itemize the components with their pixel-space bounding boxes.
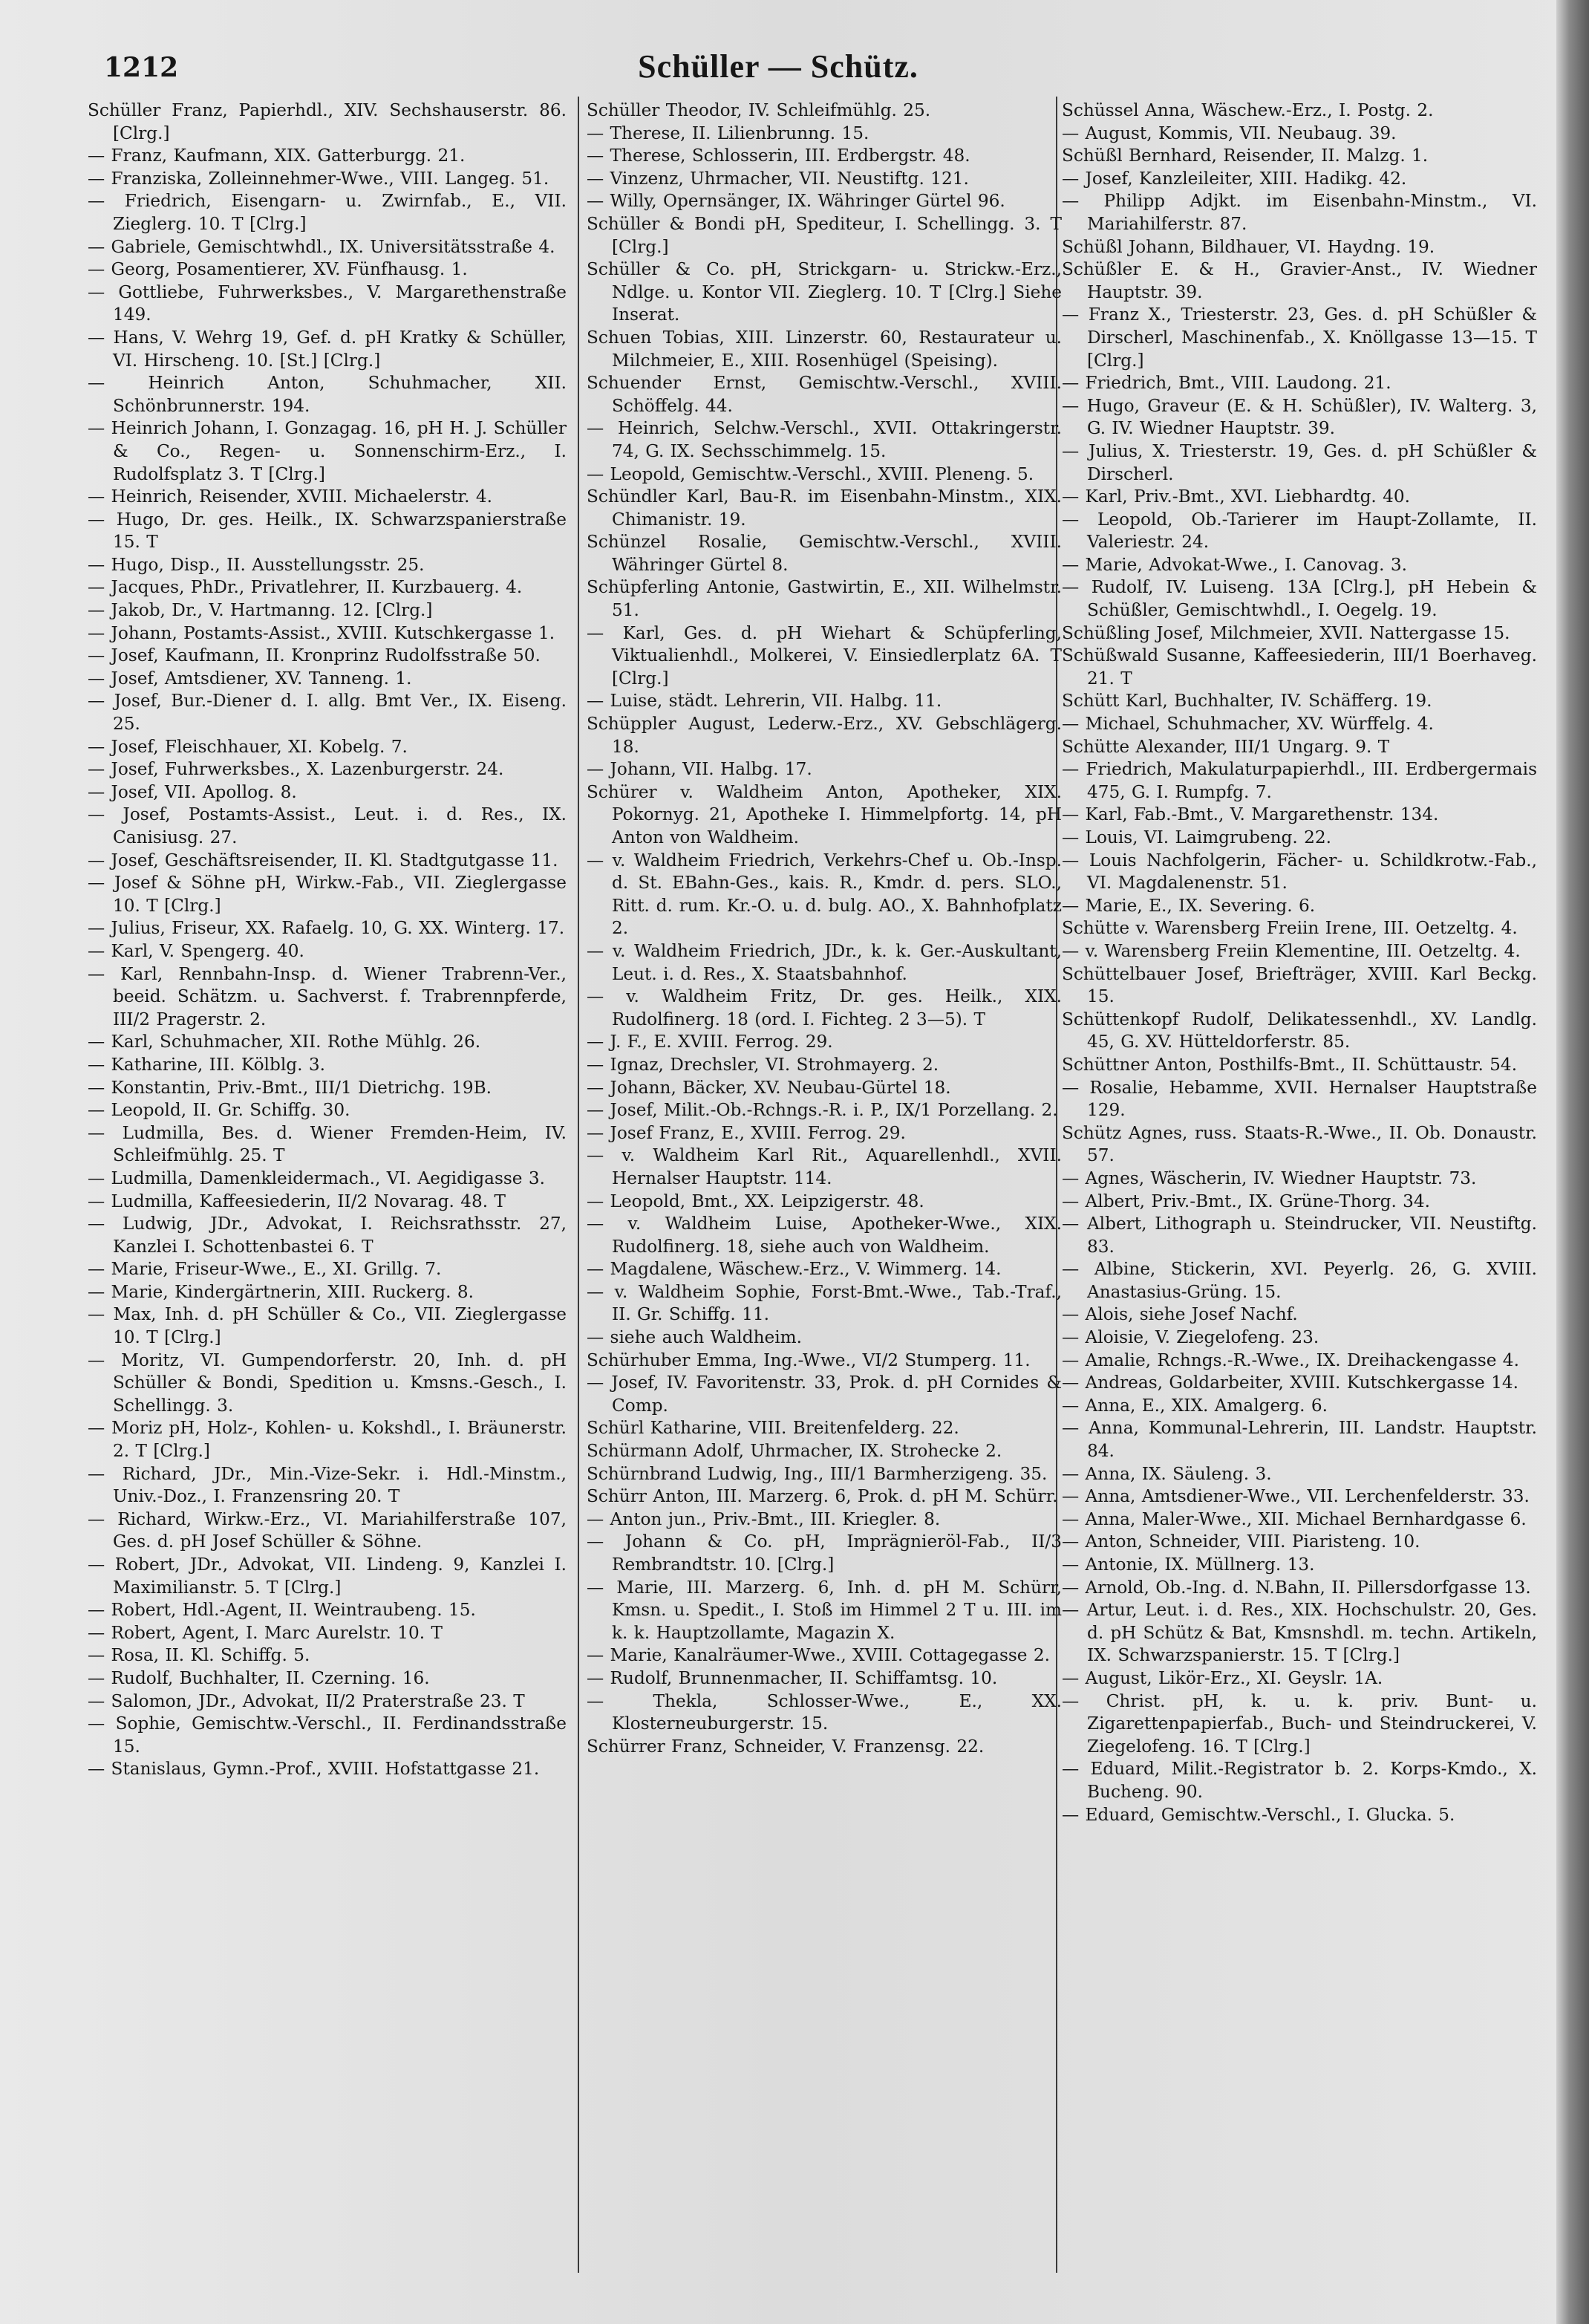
directory-entry: — Rudolf, Brunnenmacher, II. Schiffamtsg. 10. bbox=[587, 1667, 998, 1688]
directory-entry: — Friedrich, Makulaturpapierhdl., III. Erdbergermais 475, G. I. Rumpfg. 7. bbox=[1062, 759, 1537, 802]
directory-entry: — v. Warensberg Freiin Klementine, III. Oetzeltg. 4. bbox=[1062, 940, 1521, 961]
directory-entry: — Johann, VII. Halbg. 17. bbox=[587, 759, 812, 780]
directory-entry: — Therese, Schlosserin, III. Erdbergstr. 48. bbox=[587, 146, 970, 166]
directory-entry: — v. Waldheim Karl Rit., Aquarellenhdl., XVII. Hernalser Hauptstr. 114. bbox=[587, 1145, 1062, 1188]
directory-entry: — Jacques, PhDr., Privatlehrer, II. Kurzbauerg. 4. bbox=[88, 577, 523, 598]
directory-entry: — Julius, X. Triesterstr. 19, Ges. d. pH Schüßler & Dirscherl. bbox=[1062, 440, 1537, 484]
directory-entry: — Georg, Posamentierer, XV. Fünfhausg. 1. bbox=[88, 259, 468, 280]
directory-entry: — v. Waldheim Friedrich, Verkehrs-Chef u. Ob.-Insp. d. St. EBahn-Ges., kais. R., Kmdr. d. pers. SLO., Ritt. d. rum. Kr.-O. u. d. bulg. AO., X. Bahnhofplatz 2. bbox=[587, 850, 1062, 939]
directory-entry: — Leopold, Gemischtw.-Verschl., XVIII. Pleneng. 5. bbox=[587, 463, 1034, 484]
directory-entry: — Gabriele, Gemischtwhdl., IX. Universitätsstraße 4. bbox=[88, 236, 555, 257]
directory-entry: — Rosa, II. Kl. Schiffg. 5. bbox=[88, 1645, 310, 1666]
directory-entry: — Eduard, Gemischtw.-Verschl., I. Glucka. 5. bbox=[1062, 1804, 1455, 1825]
directory-entry: — Josef, Fleischhauer, XI. Kobelg. 7. bbox=[88, 736, 408, 757]
directory-entry: — Eduard, Milit.-Registrator b. 2. Korps-Kmdo., X. Bucheng. 90. bbox=[1062, 1759, 1537, 1802]
directory-entry: — Josef Franz, E., XVIII. Ferrog. 29. bbox=[587, 1122, 906, 1143]
directory-entry: — Albert, Priv.-Bmt., IX. Grüne-Thorg. 34. bbox=[1062, 1191, 1431, 1211]
directory-entry: Schürr Anton, III. Marzerg. 6, Prok. d. pH M. Schürr. bbox=[587, 1486, 1058, 1507]
directory-entry: Schüller Franz, Papierhdl., XIV. Sechshauserstr. 86. [Clrg.] bbox=[88, 100, 567, 143]
directory-entry: — Albine, Stickerin, XVI. Peyerlg. 26, G. XVIII. Anastasius-Grüng. 15. bbox=[1062, 1259, 1537, 1302]
directory-entry: — Willy, Opernsänger, IX. Währinger Gürtel 96. bbox=[587, 191, 1005, 212]
directory-entry: — Karl, Fab.-Bmt., V. Margarethenstr. 134. bbox=[1062, 804, 1439, 825]
directory-entry: — Moriz pH, Holz-, Kohlen- u. Kokshdl., I. Bräunerstr. 2. T [Clrg.] bbox=[88, 1418, 567, 1462]
directory-entry: — Luise, städt. Lehrerin, VII. Halbg. 11. bbox=[587, 691, 942, 712]
directory-entry: — Heinrich Anton, Schuhmacher, XII. Schönbrunnerstr. 194. bbox=[88, 373, 567, 416]
directory-entry: Schüßler E. & H., Gravier-Anst., IV. Wiedner Hauptstr. 39. bbox=[1062, 259, 1537, 302]
directory-entry: Schünzel Rosalie, Gemischtw.-Verschl., XVIII. Währinger Gürtel 8. bbox=[587, 532, 1062, 575]
directory-entry: — Josef, Kanzleileiter, XIII. Hadikg. 42. bbox=[1062, 168, 1407, 189]
directory-entry: — August, Kommis, VII. Neubaug. 39. bbox=[1062, 123, 1397, 143]
directory-entry: — Philipp Adjkt. im Eisenbahn-Minstm., VI. Mariahilferstr. 87. bbox=[1062, 191, 1537, 234]
directory-entry: — Josef & Söhne pH, Wirkw.-Fab., VII. Zieglergasse 10. T [Clrg.] bbox=[88, 873, 567, 916]
running-head: Schüller — Schütz. bbox=[638, 48, 919, 85]
directory-entry: — Franz X., Triesterstr. 23, Ges. d. pH Schüßler & Dirscherl, Maschinenfab., X. Knöllgasse 13—15. T [Clrg.] bbox=[1062, 305, 1537, 371]
directory-entry: — Josef, IV. Favoritenstr. 33, Prok. d. pH Cornides & Comp. bbox=[587, 1373, 1062, 1416]
directory-entry: — Ludmilla, Damenkleidermach., VI. Aegidigasse 3. bbox=[88, 1168, 546, 1188]
directory-entry: — Leopold, Bmt., XX. Leipzigerstr. 48. bbox=[587, 1191, 924, 1211]
directory-entry: — Stanislaus, Gymn.-Prof., XVIII. Hofstattgasse 21. bbox=[88, 1759, 540, 1780]
directory-entry: — Artur, Leut. i. d. Res., XIX. Hochschulstr. 20, Ges. d. pH Schütz & Bat, Kmsnshdl. m. techn. Artikeln, IX. Schwarzspanierstr. 15. T [Clrg.] bbox=[1062, 1600, 1537, 1666]
directory-entry: — Christ. pH, k. u. k. priv. Bunt- u. Zigarettenpapierfab., Buch- und Steindruckerei, V. Ziegelofeng. 16. T [Clrg.] bbox=[1062, 1690, 1537, 1757]
directory-entry: — Anna, Maler-Wwe., XII. Michael Bernhardgasse 6. bbox=[1062, 1508, 1527, 1529]
directory-entry: — Gottliebe, Fuhrwerksbes., V. Margarethenstraße 149. bbox=[88, 281, 567, 325]
directory-entry: — Richard, Wirkw.-Erz., VI. Mariahilferstraße 107, Ges. d. pH Josef Schüller & Söhne. bbox=[88, 1508, 567, 1552]
directory-entry: — Ignaz, Drechsler, VI. Strohmayerg. 2. bbox=[587, 1054, 939, 1075]
directory-entry: Schüßwald Susanne, Kaffeesiederin, III/1 Boerhaveg. 21. T bbox=[1062, 645, 1537, 689]
page-number: 1212 bbox=[104, 52, 179, 83]
directory-entry: — Josef, Geschäftsreisender, II. Kl. Stadtgutgasse 11. bbox=[88, 850, 558, 870]
directory-entry: — Marie, Advokat-Wwe., I. Canovag. 3. bbox=[1062, 554, 1408, 575]
directory-entry: — J. F., E. XVIII. Ferrog. 29. bbox=[587, 1032, 833, 1052]
page-edge bbox=[1556, 0, 1589, 2324]
directory-entry: — Josef, Postamts-Assist., Leut. i. d. Res., IX. Canisiusg. 27. bbox=[88, 804, 567, 847]
directory-entry: — Karl, Ges. d. pH Wiehart & Schüpferling, Viktualienhdl., Molkerei, V. Einsiedlerplatz 6A. T [Clrg.] bbox=[587, 622, 1062, 689]
directory-entry: — Friedrich, Bmt., VIII. Laudong. 21. bbox=[1062, 373, 1391, 394]
directory-entry: — Konstantin, Priv.-Bmt., III/1 Dietrichg. 19B. bbox=[88, 1077, 492, 1098]
directory-entry: — Heinrich, Reisender, XVIII. Michaelerstr. 4. bbox=[88, 486, 492, 507]
directory-entry: — Anna, IX. Säuleng. 3. bbox=[1062, 1463, 1272, 1484]
directory-entry: — Anna, Kommunal-Lehrerin, III. Landstr. Hauptstr. 84. bbox=[1062, 1418, 1537, 1462]
directory-entry: — Agnes, Wäscherin, IV. Wiedner Hauptstr. 73. bbox=[1062, 1168, 1477, 1188]
directory-entry: — Leopold, II. Gr. Schiffg. 30. bbox=[88, 1100, 350, 1121]
directory-entry: — Hugo, Disp., II. Ausstellungsstr. 25. bbox=[88, 554, 425, 575]
directory-entry: — Magdalene, Wäschew.-Erz., V. Wimmerg. 14. bbox=[587, 1259, 1002, 1280]
directory-entry: — Josef, VII. Apollog. 8. bbox=[88, 781, 297, 802]
directory-entry: — Johann, Bäcker, XV. Neubau-Gürtel 18. bbox=[587, 1077, 951, 1098]
directory-entry: Schütte v. Warensberg Freiin Irene, III. Oetzeltg. 4. bbox=[1062, 918, 1518, 939]
directory-entry: — Marie, III. Marzerg. 6, Inh. d. pH M. Schürr, Kmsn. u. Spedit., I. Stoß im Himmel 2 T u. III. im k. k. Hauptzollamte, Magazin X. bbox=[587, 1577, 1062, 1643]
directory-entry: — siehe auch Waldheim. bbox=[587, 1327, 803, 1348]
column-3 bbox=[1062, 100, 1537, 1826]
column-rule bbox=[578, 97, 579, 2273]
column-1 bbox=[88, 100, 567, 1781]
directory-entry: — v. Waldheim Luise, Apotheker-Wwe., XIX. Rudolfinerg. 18, siehe auch von Waldheim. bbox=[587, 1214, 1062, 1257]
directory-entry: — Karl, Schuhmacher, XII. Rothe Mühlg. 26. bbox=[88, 1032, 481, 1052]
directory-entry: — Max, Inh. d. pH Schüller & Co., VII. Zieglergasse 10. T [Clrg.] bbox=[88, 1304, 567, 1348]
directory-entry: Schüßl Bernhard, Reisender, II. Malzg. 1. bbox=[1062, 146, 1429, 166]
directory-entry: — Salomon, JDr., Advokat, II/2 Praterstraße 23. T bbox=[88, 1690, 525, 1711]
directory-entry: — Amalie, Rchngs.-R.-Wwe., IX. Dreihackengasse 4. bbox=[1062, 1350, 1519, 1370]
directory-entry: — Louis Nachfolgerin, Fächer- u. Schildkrotw.-Fab., VI. Magdalenenstr. 51. bbox=[1062, 850, 1537, 894]
directory-entry: — Arnold, Ob.-Ing. d. N.Bahn, II. Pillersdorfgasse 13. bbox=[1062, 1577, 1531, 1598]
directory-entry: — Rudolf, Buchhalter, II. Czerning. 16. bbox=[88, 1667, 430, 1688]
directory-entry: — Josef, Fuhrwerksbes., X. Lazenburgerstr. 24. bbox=[88, 759, 504, 780]
directory-entry: — Ludwig, JDr., Advokat, I. Reichsrathsstr. 27, Kanzlei I. Schottenbastei 6. T bbox=[88, 1214, 567, 1257]
directory-entry: — Johann, Postamts-Assist., XVIII. Kutschkergasse 1. bbox=[88, 622, 555, 643]
directory-entry: Schütte Alexander, III/1 Ungarg. 9. T bbox=[1062, 736, 1390, 757]
directory-entry: — Josef, Amtsdiener, XV. Tanneng. 1. bbox=[88, 668, 412, 689]
directory-entry: — Albert, Lithograph u. Steindrucker, VII. Neustiftg. 83. bbox=[1062, 1214, 1537, 1257]
directory-entry: — v. Waldheim Friedrich, JDr., k. k. Ger.-Auskultant, Leut. i. d. Res., X. Staatsbahnhof. bbox=[587, 940, 1062, 984]
directory-entry: Schuender Ernst, Gemischtw.-Verschl., XVIII. Schöffelg. 44. bbox=[587, 373, 1062, 416]
directory-entry: — Hugo, Graveur (E. & H. Schüßler), IV. Walterg. 3, G. IV. Wiedner Hauptstr. 39. bbox=[1062, 395, 1537, 439]
column-2 bbox=[587, 100, 1062, 1758]
directory-entry: Schüller & Co. pH, Strickgarn- u. Strickw.-Erz., Ndlge. u. Kontor VII. Zieglerg. 10. T [Clrg.] Siehe Inserat. bbox=[587, 259, 1062, 325]
directory-entry: Schütt Karl, Buchhalter, IV. Schäfferg. 19. bbox=[1062, 691, 1432, 712]
directory-entry: — Andreas, Goldarbeiter, XVIII. Kutschkergasse 14. bbox=[1062, 1373, 1518, 1393]
directory-entry: Schüller Theodor, IV. Schleifmühlg. 25. bbox=[587, 100, 931, 120]
directory-entry: — Karl, V. Spengerg. 40. bbox=[88, 940, 304, 961]
directory-entry: Schüttner Anton, Posthilfs-Bmt., II. Schüttaustr. 54. bbox=[1062, 1054, 1518, 1075]
directory-entry: Schütz Agnes, russ. Staats-R.-Wwe., II. Ob. Donaustr. 57. bbox=[1062, 1122, 1537, 1166]
directory-entry: — Antonie, IX. Müllnerg. 13. bbox=[1062, 1555, 1315, 1575]
directory-entry: Schüller & Bondi pH, Spediteur, I. Schellingg. 3. T [Clrg.] bbox=[587, 213, 1062, 257]
directory-entry: — v. Waldheim Sophie, Forst-Bmt.-Wwe., Tab.-Traf., II. Gr. Schiffg. 11. bbox=[587, 1281, 1062, 1325]
directory-entry: — Vinzenz, Uhrmacher, VII. Neustiftg. 121. bbox=[587, 168, 969, 189]
directory-entry: — Michael, Schuhmacher, XV. Würffelg. 4. bbox=[1062, 714, 1434, 735]
directory-entry: — Rudolf, IV. Luiseng. 13A [Clrg.], pH Hebein & Schüßler, Gemischtwhdl., I. Oegelg. 19. bbox=[1062, 577, 1537, 621]
directory-entry: — Franz, Kaufmann, XIX. Gatterburgg. 21. bbox=[88, 146, 466, 166]
directory-entry: — Ludmilla, Kaffeesiederin, II/2 Novarag. 48. T bbox=[88, 1191, 506, 1211]
directory-entry: — Johann & Co. pH, Imprägnieröl-Fab., II/3 Rembrandtstr. 10. [Clrg.] bbox=[587, 1532, 1062, 1575]
directory-entry: Schürmann Adolf, Uhrmacher, IX. Strohecke 2. bbox=[587, 1441, 1002, 1462]
directory-entry: — Marie, Friseur-Wwe., E., XI. Grillg. 7. bbox=[88, 1259, 442, 1280]
directory-entry: — Hugo, Dr. ges. Heilk., IX. Schwarzspanierstraße 15. T bbox=[88, 509, 567, 553]
directory-entry: — Leopold, Ob.-Tarierer im Haupt-Zollamte, II. Valeriestr. 24. bbox=[1062, 509, 1537, 553]
directory-entry: — Anna, E., XIX. Amalgerg. 6. bbox=[1062, 1395, 1328, 1416]
directory-entry: Schürrer Franz, Schneider, V. Franzensg. 22. bbox=[587, 1736, 985, 1757]
directory-entry: — Julius, Friseur, XX. Rafaelg. 10, G. XX. Winterg. 17. bbox=[88, 918, 565, 939]
directory-entry: — Therese, II. Lilienbrunng. 15. bbox=[587, 123, 869, 143]
directory-entry: Schürer v. Waldheim Anton, Apotheker, XIX. Pokornyg. 21, Apotheke I. Himmelpfortg. 14, pH Anton von Waldheim. bbox=[587, 781, 1062, 847]
directory-entry: — Karl, Rennbahn-Insp. d. Wiener Trabrenn-Ver., beeid. Schätzm. u. Sachverst. f. Trabrennpferde, III/2 Pragerstr. 2. bbox=[88, 963, 567, 1029]
directory-entry: — Sophie, Gemischtw.-Verschl., II. Ferdinandsstraße 15. bbox=[88, 1713, 567, 1757]
directory-entry: — Heinrich Johann, I. Gonzagag. 16, pH H. J. Schüller & Co., Regen- u. Sonnenschirm-Erz., I. Rudolfsplatz 3. T [Clrg.] bbox=[88, 418, 567, 484]
directory-entry: — Josef, Bur.-Diener d. I. allg. Bmt Ver., IX. Eiseng. 25. bbox=[88, 691, 567, 735]
directory-entry: — Marie, Kanalräumer-Wwe., XVIII. Cottagegasse 2. bbox=[587, 1645, 1051, 1666]
directory-entry: — Rosalie, Hebamme, XVII. Hernalser Hauptstraße 129. bbox=[1062, 1077, 1537, 1121]
directory-entry: — Franziska, Zolleinnehmer-Wwe., VIII. Langeg. 51. bbox=[88, 168, 549, 189]
directory-entry: Schüßling Josef, Milchmeier, XVII. Nattergasse 15. bbox=[1062, 622, 1510, 643]
directory-entry: Schürl Katharine, VIII. Breitenfelderg. 22. bbox=[587, 1418, 959, 1439]
directory-entry: Schüssel Anna, Wäschew.-Erz., I. Postg. 2. bbox=[1062, 100, 1434, 120]
directory-entry: — Robert, Hdl.-Agent, II. Weintraubeng. 15. bbox=[88, 1600, 476, 1621]
directory-entry: — Heinrich, Selchw.-Verschl., XVII. Ottakringerstr. 74, G. IX. Sechsschimmelg. 15. bbox=[587, 418, 1062, 461]
directory-entry: — Thekla, Schlosser-Wwe., E., XX. Klosterneuburgerstr. 15. bbox=[587, 1690, 1062, 1734]
directory-entry: — Hans, V. Wehrg 19, Gef. d. pH Kratky & Schüller, VI. Hirscheng. 10. [St.] [Clrg.] bbox=[88, 327, 567, 371]
directory-entry: — Josef, Kaufmann, II. Kronprinz Rudolfsstraße 50. bbox=[88, 645, 541, 666]
directory-entry: Schüpferling Antonie, Gastwirtin, E., XII. Wilhelmstr. 51. bbox=[587, 577, 1062, 621]
directory-entry: Schürhuber Emma, Ing.-Wwe., VI/2 Stumperg. 11. bbox=[587, 1350, 1031, 1370]
directory-entry: — v. Waldheim Fritz, Dr. ges. Heilk., XIX. Rudolfinerg. 18 (ord. I. Fichteg. 2 3—5). T bbox=[587, 986, 1062, 1029]
directory-entry: Schürnbrand Ludwig, Ing., III/1 Barmherzigeng. 35. bbox=[587, 1463, 1048, 1484]
directory-entry: — Robert, Agent, I. Marc Aurelstr. 10. T bbox=[88, 1622, 443, 1643]
directory-entry: — August, Likör-Erz., XI. Geyslr. 1A. bbox=[1062, 1667, 1383, 1688]
directory-entry: Schündler Karl, Bau-R. im Eisenbahn-Minstm., XIX. Chimanistr. 19. bbox=[587, 486, 1062, 530]
directory-entry: — Karl, Priv.-Bmt., XVI. Liebhardtg. 40. bbox=[1062, 486, 1411, 507]
directory-entry: Schüttenkopf Rudolf, Delikatessenhdl., XV. Landlg. 45, G. XV. Hütteldorferstr. 85. bbox=[1062, 1009, 1537, 1052]
directory-entry: — Moritz, VI. Gumpendorferstr. 20, Inh. d. pH Schüller & Bondi, Spedition u. Kmsns.-Gesch., I. Schellingg. 3. bbox=[88, 1350, 567, 1416]
directory-entry: Schüßl Johann, Bildhauer, VI. Haydng. 19. bbox=[1062, 236, 1435, 257]
directory-entry: — Alois, siehe Josef Nachf. bbox=[1062, 1304, 1298, 1325]
directory-entry: — Katharine, III. Kölblg. 3. bbox=[88, 1054, 325, 1075]
directory-entry: — Jakob, Dr., V. Hartmanng. 12. [Clrg.] bbox=[88, 600, 433, 621]
directory-entry: — Anton jun., Priv.-Bmt., III. Kriegler. 8. bbox=[587, 1508, 941, 1529]
directory-entry: Schuen Tobias, XIII. Linzerstr. 60, Restaurateur u. Milchmeier, E., XIII. Rosenhügel (Speising). bbox=[587, 327, 1062, 371]
directory-entry: — Robert, JDr., Advokat, VII. Lindeng. 9, Kanzlei I. Maximilianstr. 5. T [Clrg.] bbox=[88, 1555, 567, 1598]
directory-entry: — Richard, JDr., Min.-Vize-Sekr. i. Hdl.-Minstm., Univ.-Doz., I. Franzensring 20. T bbox=[88, 1463, 567, 1507]
directory-entry: — Anna, Amtsdiener-Wwe., VII. Lerchenfelderstr. 33. bbox=[1062, 1486, 1530, 1507]
directory-entry: — Aloisie, V. Ziegelofeng. 23. bbox=[1062, 1327, 1319, 1348]
directory-entry: — Louis, VI. Laimgrubeng. 22. bbox=[1062, 827, 1331, 847]
directory-entry: Schüttelbauer Josef, Briefträger, XVIII. Karl Beckg. 15. bbox=[1062, 963, 1537, 1007]
directory-entry: — Marie, Kindergärtnerin, XIII. Ruckerg. 8. bbox=[88, 1281, 474, 1302]
directory-entry: Schüppler August, Lederw.-Erz., XV. Gebschlägerg. 18. bbox=[587, 714, 1062, 757]
directory-entry: — Marie, E., IX. Severing. 6. bbox=[1062, 895, 1316, 916]
directory-entry: — Ludmilla, Bes. d. Wiener Fremden-Heim, IV. Schleifmühlg. 25. T bbox=[88, 1122, 567, 1166]
directory-entry: — Friedrich, Eisengarn- u. Zwirnfab., E., VII. Zieglerg. 10. T [Clrg.] bbox=[88, 191, 567, 234]
directory-entry: — Josef, Milit.-Ob.-Rchngs.-R. i. P., IX/1 Porzellang. 2. bbox=[587, 1100, 1058, 1121]
directory-entry: — Anton, Schneider, VIII. Piaristeng. 10. bbox=[1062, 1532, 1420, 1552]
